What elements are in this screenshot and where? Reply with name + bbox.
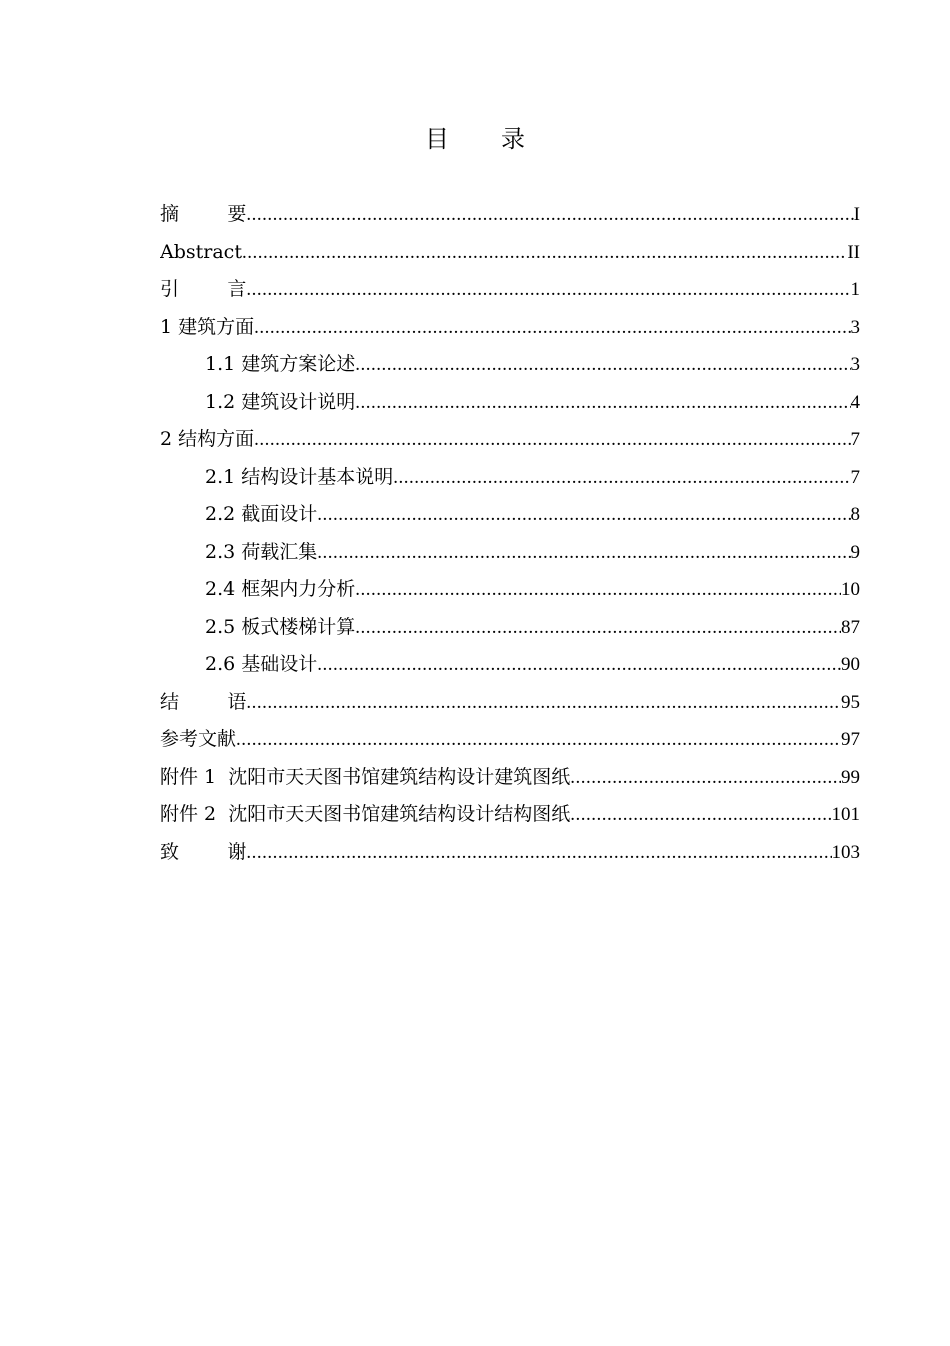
toc-entry-page: 103 (831, 841, 860, 863)
toc-entry-label: 1.1 建筑方案论述 (205, 353, 356, 375)
toc-entry-page: II (847, 241, 860, 263)
toc-dot-leader (246, 271, 850, 309)
toc-entry-label: 2.1 结构设计基本说明 (205, 465, 394, 488)
toc-entry-page: 7 (850, 429, 860, 450)
toc-entry-chapter-2[interactable] (160, 421, 860, 459)
toc-entry-section-2-1[interactable] (160, 459, 860, 497)
table-of-contents (160, 196, 860, 871)
toc-entry-label: 2.3 荷载汇集 (205, 540, 318, 563)
toc-dot-leader (317, 496, 850, 534)
toc-dot-leader (236, 721, 841, 759)
toc-dot-leader (355, 571, 841, 609)
toc-entry-conclusion[interactable] (160, 684, 860, 722)
toc-entry-references[interactable] (160, 721, 860, 759)
toc-entry-section-2-5[interactable] (160, 609, 860, 647)
toc-dot-leader (246, 834, 831, 872)
toc-entry-label: 附件 1 沈阳市天天图书馆建筑结构设计建筑图纸 (160, 765, 571, 788)
toc-entry-appendix-1[interactable] (160, 759, 860, 797)
toc-entry-page: 7 (850, 466, 860, 488)
toc-entry-label: 致 谢 (160, 840, 247, 863)
title-char-1: 目 (425, 125, 449, 153)
toc-entry-label: 2.6 基础设计 (205, 653, 318, 675)
toc-entry-page: 9 (850, 541, 860, 563)
toc-entry-label: 2.2 截面设计 (205, 503, 318, 525)
toc-entry-label: 参考文献 (160, 728, 237, 750)
toc-entry-section-2-6[interactable] (160, 646, 860, 684)
toc-entry-page: 8 (850, 504, 860, 525)
toc-entry-page: 87 (841, 616, 860, 638)
toc-dot-leader (355, 346, 850, 384)
toc-entry-label: Abstract (160, 240, 242, 263)
toc-dot-leader (570, 796, 831, 834)
toc-entry-abstract-cn[interactable] (160, 196, 860, 234)
toc-entry-label: 2.5 板式楼梯计算 (205, 615, 356, 638)
toc-entry-page: 97 (841, 729, 860, 750)
title-char-2: 录 (501, 125, 525, 153)
toc-entry-page: 99 (841, 766, 860, 788)
toc-entry-page: I (853, 204, 860, 225)
toc-entry-label: 引 言 (160, 278, 247, 300)
toc-entry-label: 摘 要 (160, 203, 247, 225)
toc-entry-section-2-3[interactable] (160, 534, 860, 572)
toc-dot-leader (317, 534, 850, 572)
toc-entry-section-2-4[interactable] (160, 571, 860, 609)
toc-entry-appendix-2[interactable] (160, 796, 860, 834)
toc-entry-page: 101 (831, 804, 860, 825)
toc-entry-acknowledgements[interactable] (160, 834, 860, 872)
toc-entry-page: 1 (850, 279, 860, 300)
toc-entry-page: 90 (841, 654, 860, 675)
toc-entry-chapter-1[interactable] (160, 309, 860, 347)
toc-dot-leader (246, 196, 853, 234)
toc-entry-section-1-1[interactable] (160, 346, 860, 384)
toc-entry-label: 附件 2 沈阳市天天图书馆建筑结构设计结构图纸 (160, 803, 571, 825)
toc-dot-leader (355, 384, 850, 422)
toc-entry-label: 2.4 框架内力分析 (205, 578, 356, 600)
toc-dot-leader (242, 234, 847, 272)
toc-entry-introduction[interactable] (160, 271, 860, 309)
toc-entry-section-1-2[interactable] (160, 384, 860, 422)
toc-entry-label: 2 结构方面 (160, 428, 255, 450)
toc-entry-page: 10 (841, 579, 860, 600)
toc-entry-label: 结 语 (160, 690, 247, 713)
toc-entry-page: 3 (850, 354, 860, 375)
toc-entry-label: 1.2 建筑设计说明 (205, 390, 356, 413)
toc-entry-abstract-en[interactable] (160, 234, 860, 272)
page-title (0, 122, 950, 156)
toc-dot-leader (393, 459, 850, 497)
toc-entry-page: 4 (850, 391, 860, 413)
toc-dot-leader (254, 309, 850, 347)
toc-dot-leader (317, 646, 841, 684)
toc-entry-section-2-2[interactable] (160, 496, 860, 534)
toc-dot-leader (355, 609, 841, 647)
toc-entry-page: 95 (841, 691, 860, 713)
toc-entry-page: 3 (850, 316, 860, 338)
toc-dot-leader (246, 684, 841, 722)
toc-dot-leader (570, 759, 841, 797)
toc-entry-label: 1 建筑方面 (160, 315, 255, 338)
toc-dot-leader (254, 421, 850, 459)
